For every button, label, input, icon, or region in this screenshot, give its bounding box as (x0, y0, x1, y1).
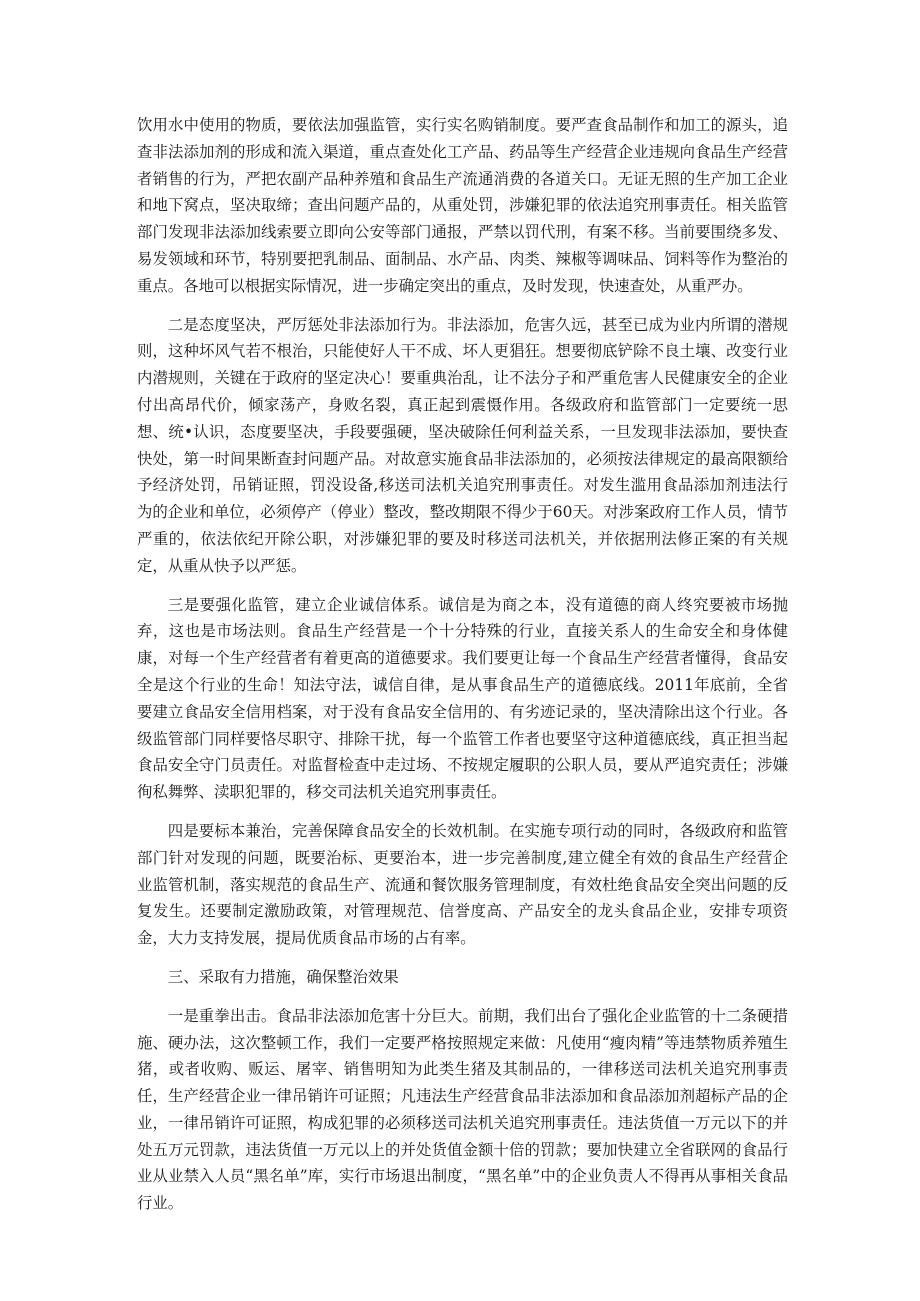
paragraph-crackdown: 一是重拳出击。食品非法添加危害十分巨大。前期，我们出台了强化企业监管的十二条硬措施、硬办法，这次整顿工作，我们一定要严格按照规定来做：凡使用“瘦肉精”等违禁物质养殖生猪，或者收购、贩运、屠宰、销售明知为此类生猪及其制品的，一律移送司法机关追究刑事责任，生产经营企业一律吊销许可证照；凡违法生产经营食品非法添加和食品添加剂超标产品的企业，一律吊销许可证照，构成犯罪的必须移送司法机关追究刑事责任。违法货值一万元以下的并处五万元罚款，违法货值一万元以上的并处货值金额十倍的罚款；要加快建立全省联网的食品行业从业禁入人员“黑名单”库，实行市场退出制度，“黑名单”中的企业负责人不得再从事相关食品行业。 (137, 1006, 788, 1213)
section-heading-measures: 三、采取有力措施，确保整治效果 (167, 967, 399, 986)
document-page (137, 112, 788, 1217)
paragraph-supervision: 三是要强化监管，建立企业诚信体系。诚信是为商之本，没有道德的商人终究要被市场抛弃，这也是市场法则。食品生产经营是一个十分特殊的行业，直接关系人的生命安全和身体健康，对每一个生产经营者有着更高的道德要求。我们要更让每一个食品生产经营者懂得，食品安全是这个行业的生命！知法守法，诚信自律，是从事食品生产的道德底线。2011年底前，全省要建立食品安全信用档案，对于没有食品安全信用的、有劣迹记录的，坚决清除出这个行业。各级监管部门同样要恪尽职守、排除干扰，每一个监管工作者也要坚守这种道德底线，真正担当起食品安全守门员责任。对监督检查中走过场、不按规定履职的公职人员，要从严追究责任；涉嫌徇私舞弊、渎职犯罪的，移交司法机关追究刑事责任。 (137, 595, 788, 802)
paragraph-continued: 饮用水中使用的物质，要依法加强监管，实行实名购销制度。要严查食品制作和加工的源头，追查非法添加剂的形成和流入渠道，重点查处化工产品、药品等生产经营企业违规向食品生产经营者销售的行为，严把农副产品种养殖和食品生产流通消费的各道关口。无证无照的生产加工企业和地下窝点，坚决取缔；查出问题产品的，从重处罚，涉嫌犯罪的依法追究刑事责任。相关监管部门发现非法添加线索要立即向公安等部门通报，严禁以罚代刑，有案不移。当前要围绕多发、易发领域和环节，特别要把乳制品、面制品、水产品、肉类、辣椒等调味品、饲料等作为整治的重点。各地可以根据实际情况，进一步确定突出的重点，及时发现，快速查处，从重严办。 (137, 116, 788, 295)
paragraph-attitude: 二是态度坚决，严厉惩处非法添加行为。非法添加，危害久远，甚至已成为业内所谓的潜规则，这种坏风气若不根治，只能使好人干不成、坏人更猖狂。想要彻底铲除不良土壤、改变行业内潜规则，关键在于政府的坚定决心！要重典治乱，让不法分子和严重危害人民健康安全的企业付出高昂代价，倾家荡产，身败名裂，真正起到震慑作用。各级政府和监管部门一定要统一思想、统•认识，态度要坚决，手段要强硬，坚决破除任何利益关系，一旦发现非法添加，要快查快处，第一时间果断查封问题产品。对故意实施食品非法添加的，必须按法律规定的最高限额给予经济处罚，吊销证照，罚没设备,移送司法机关追究刑事责任。对发生滥用食品添加剂违法行为的企业和单位，必须停产（停业）整改，整改期限不得少于60天。对涉案政府工作人员，情节严重的，依法依纪开除公职，对涉嫌犯罪的要及时移送司法机关，并依据刑法修正案的有关规定，从重从快予以严惩。 (137, 315, 788, 575)
paragraph-long-term-mechanism: 四是要标本兼治，完善保障食品安全的长效机制。在实施专项行动的同时，各级政府和监管部门针对发现的问题，既要治标、更要治本，进一步完善制度,建立健全有效的食品生产经营企业监管机制，落实规范的食品生产、流通和餐饮服务管理制度，有效杜绝食品安全突出问题的反复发生。还要制定激励政策，对管理规范、信誉度高、产品安全的龙头食品企业，安排专项资金，大力支持发展，提局优质食品市场的占有率。 (137, 821, 788, 948)
